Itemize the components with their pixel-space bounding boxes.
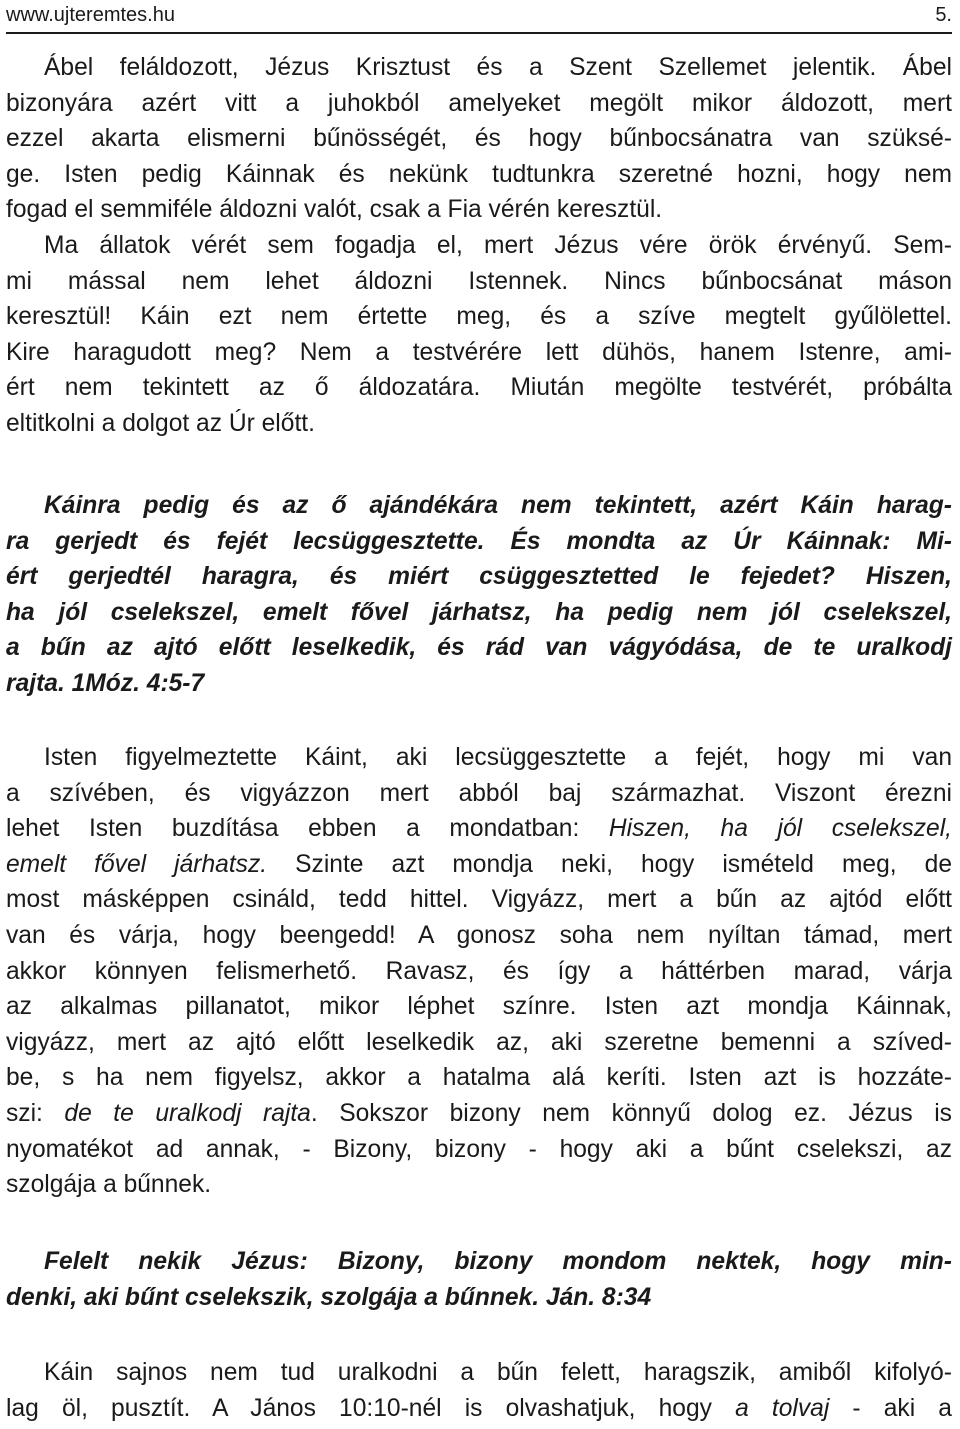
italic-quote-run: a tolvaj xyxy=(735,1394,830,1422)
text-run: . Sokszor bizony nem könnyű dolog ez. Jézus is xyxy=(310,1099,952,1127)
text-run: lehet Isten buzdítása ebben a mondatban: xyxy=(6,815,609,843)
paragraph-3 xyxy=(6,1355,952,1426)
text-line: vigyázz, mert az ajtó előtt leselkedik az, aki szeretne bemenni a szíved- xyxy=(6,1028,952,1056)
quote-line: ha jól cselekszel, emelt fővel járhatsz, ha pedig nem jól cselekszel, xyxy=(6,598,952,626)
quote-line: ért gerjedtél haragra, és miért csüggesztetted le fejedet? Hiszen, xyxy=(6,563,952,591)
page-number: 5. xyxy=(935,4,952,26)
quote-line: a bűn az ajtó előtt leselkedik, és rád van vágyódása, de te uralkodj xyxy=(6,634,952,662)
text-run: Szinte azt mondja neki, hogy ismételd meg, de xyxy=(267,850,952,878)
text-line: keresztül! Káin ezt nem értette meg, és a szíve megtelt gyűlölettel. xyxy=(6,303,952,331)
text-line: Ábel feláldozott, Jézus Krisztust és a Szent Szellemet jelentik. Ábel xyxy=(44,54,952,81)
text-line: van és várja, hogy beengedd! A gonosz soha nem nyíltan támad, mert xyxy=(6,921,952,949)
text-line: ge. Isten pedig Káinnak és nekünk tudtunkra szeretné hozni, hogy nem xyxy=(6,160,952,188)
scripture-quote-1 xyxy=(6,488,952,702)
paragraph-1 xyxy=(6,50,952,442)
text-line: Ma állatok vérét sem fogadja el, mert Jézus vére örök érvényű. Sem- xyxy=(44,231,952,259)
text-line xyxy=(6,1096,952,1132)
quote-line: rajta. 1Móz. 4:5-7 xyxy=(6,669,205,697)
italic-quote-run: Hiszen, ha jól cselekszel, xyxy=(608,815,952,843)
italic-quote-run: emelt fővel járhatsz. xyxy=(6,850,268,878)
site-url[interactable]: www.ujteremtes.hu xyxy=(6,4,175,26)
text-line xyxy=(6,811,952,847)
page-header xyxy=(6,0,952,34)
text-line: ért nem tekintett az ő áldozatára. Miután megölte testvérét, próbálta xyxy=(6,374,952,402)
quote-line: Káinra pedig és az ő ajándékára nem tekintett, azért Káin harag- xyxy=(44,492,952,519)
text-run: - aki a xyxy=(829,1394,952,1422)
text-run: szi: xyxy=(6,1099,65,1127)
quote-line: Felelt nekik Jézus: Bizony, bizony mondom nektek, hogy min- xyxy=(44,1248,952,1275)
text-line: mi mással nem lehet áldozni Istennek. Nincs bűnbocsánat máson xyxy=(6,267,952,295)
text-line: a szívében, és vigyázzon mert abból baj származhat. Viszont érezni xyxy=(6,779,952,807)
text-line xyxy=(6,847,952,883)
text-line: akkor könnyen felismerhető. Ravasz, és így a háttérben marad, várja xyxy=(6,957,952,985)
text-line: ezzel akarta elismerni bűnösségét, és hogy bűnbocsánatra van szüksé- xyxy=(6,125,952,153)
quote-line: ra gerjedt és fejét lecsüggesztette. És mondta az Úr Káinnak: Mi- xyxy=(6,527,952,555)
paragraph-2 xyxy=(6,740,952,1203)
italic-quote-run: de te uralkodj rajta xyxy=(64,1099,311,1127)
text-line: bizonyára azért vitt a juhokból amelyeket megölt mikor áldozott, mert xyxy=(6,89,952,117)
text-line: be, s ha nem figyelsz, akkor a hatalma alá keríti. Isten azt is hozzáte- xyxy=(6,1064,952,1092)
text-line: nyomatékot ad annak, - Bizony, bizony - hogy aki a bűnt cselekszi, az xyxy=(6,1135,952,1163)
text-line: Káin sajnos nem tud uralkodni a bűn felett, haragszik, amiből kifolyó- xyxy=(44,1359,952,1386)
text-line: Isten figyelmeztette Káint, aki lecsüggesztette a fejét, hogy mi van xyxy=(44,744,952,771)
quote-line: denki, aki bűnt cselekszik, szolgája a bűnnek. Ján. 8:34 xyxy=(6,1283,652,1311)
text-line: most másképpen csináld, tedd hittel. Vigyázz, mert a bűn az ajtód előtt xyxy=(6,886,952,914)
text-line: az alkalmas pillanatot, mikor léphet színre. Isten azt mondja Káinnak, xyxy=(6,993,952,1021)
text-line xyxy=(6,1391,952,1427)
document-page xyxy=(6,0,952,1422)
text-run: lag öl, pusztít. A János 10:10-nél is olvashatjuk, hogy xyxy=(6,1394,736,1422)
text-line: fogad el semmiféle áldozni valót, csak a Fia vérén keresztül. xyxy=(6,196,663,224)
text-line: szolgája a bűnnek. xyxy=(6,1171,212,1199)
scripture-quote-2 xyxy=(6,1244,952,1315)
text-line: Kire haragudott meg? Nem a testvérére lett dühös, hanem Istenre, ami- xyxy=(6,338,952,366)
text-line: eltitkolni a dolgot az Úr előtt. xyxy=(6,409,315,437)
